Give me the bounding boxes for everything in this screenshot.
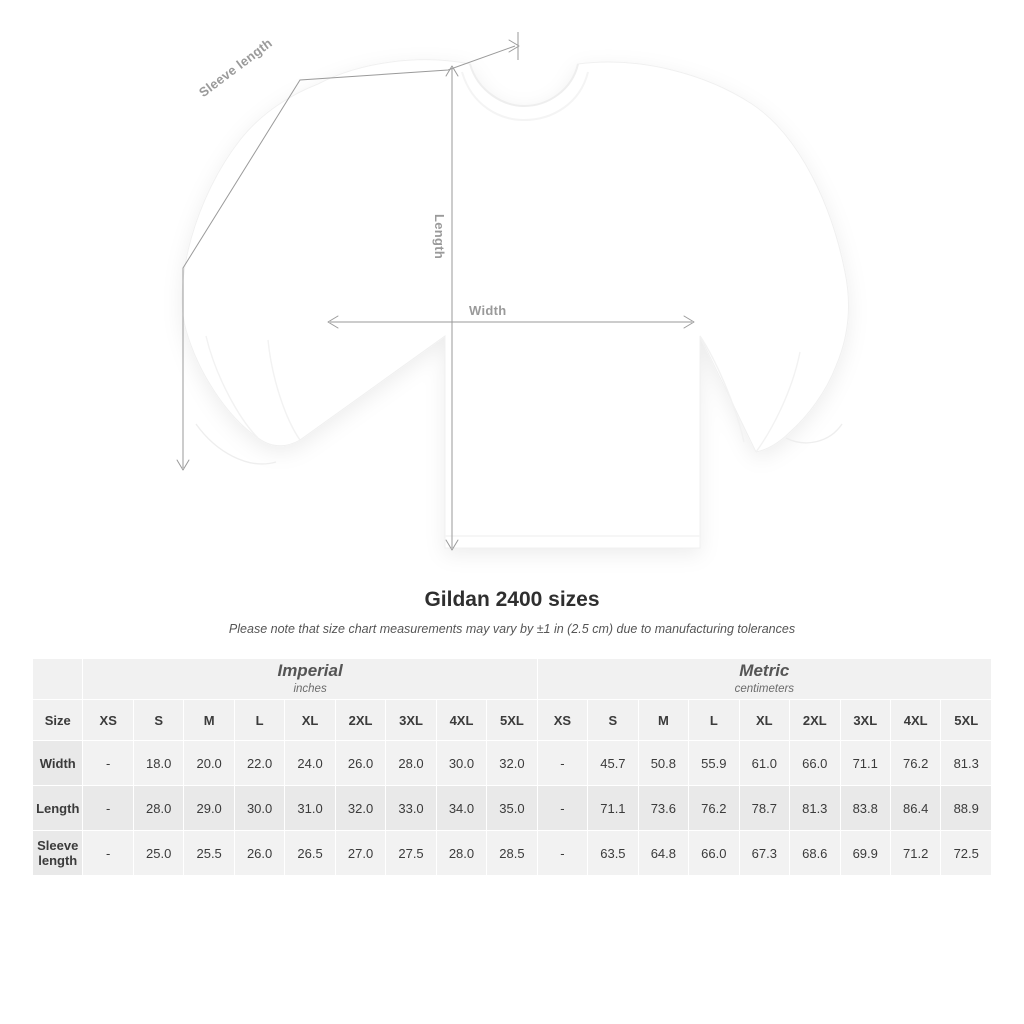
- col-head-imperial-xl: XL: [285, 700, 335, 741]
- cell-width-metric-3xl: 71.1: [840, 741, 890, 786]
- cell-sleeve-imperial-l: 26.0: [234, 831, 284, 876]
- cell-length-metric-xl: 78.7: [739, 786, 789, 831]
- col-head-metric-l: L: [689, 700, 739, 741]
- table-row: [33, 741, 992, 786]
- cell-sleeve-metric-m: 64.8: [638, 831, 688, 876]
- cell-sleeve-imperial-5xl: 28.5: [487, 831, 537, 876]
- col-head-imperial-xs: XS: [83, 700, 133, 741]
- unit-title-imperial: Imperial: [277, 660, 343, 680]
- col-head-metric-3xl: 3XL: [840, 700, 890, 741]
- col-head-metric-4xl: 4XL: [890, 700, 940, 741]
- cell-length-metric-3xl: 83.8: [840, 786, 890, 831]
- cell-width-imperial-3xl: 28.0: [386, 741, 436, 786]
- col-head-imperial-l: L: [234, 700, 284, 741]
- cell-sleeve-imperial-2xl: 27.0: [335, 831, 385, 876]
- cell-sleeve-metric-xs: -: [537, 831, 587, 876]
- cell-width-imperial-xl: 24.0: [285, 741, 335, 786]
- row-label-length: Length: [33, 786, 83, 831]
- size-chart-table: [32, 658, 992, 876]
- cell-length-imperial-4xl: 34.0: [436, 786, 486, 831]
- cell-width-metric-xl: 61.0: [739, 741, 789, 786]
- cell-sleeve-imperial-s: 25.0: [133, 831, 183, 876]
- page-title: Gildan 2400 sizes: [424, 588, 600, 611]
- cell-length-imperial-3xl: 33.0: [386, 786, 436, 831]
- cell-length-metric-s: 71.1: [588, 786, 638, 831]
- sleeve-length-dimension-label: Sleeve length: [196, 35, 276, 100]
- cell-sleeve-metric-xl: 67.3: [739, 831, 789, 876]
- unit-title-metric: Metric: [739, 660, 790, 680]
- cell-length-metric-2xl: 81.3: [790, 786, 840, 831]
- length-dimension-label: Length: [432, 214, 447, 260]
- col-head-metric-xs: XS: [537, 700, 587, 741]
- size-table-wrapper: [32, 658, 992, 876]
- cell-sleeve-metric-s: 63.5: [588, 831, 638, 876]
- col-head-imperial-5xl: 5XL: [487, 700, 537, 741]
- row-label-sleeve-length: Sleeve length: [33, 831, 83, 876]
- size-column-label: Size: [33, 700, 83, 741]
- cell-width-imperial-5xl: 32.0: [487, 741, 537, 786]
- cell-length-metric-4xl: 86.4: [890, 786, 940, 831]
- cell-length-metric-l: 76.2: [689, 786, 739, 831]
- width-dimension-label: Width: [469, 303, 507, 318]
- table-row: [33, 831, 992, 876]
- unit-sub-imperial: inches: [293, 683, 327, 695]
- cell-sleeve-imperial-xl: 26.5: [285, 831, 335, 876]
- row-label-width: Width: [33, 741, 83, 786]
- cell-sleeve-metric-4xl: 71.2: [890, 831, 940, 876]
- unit-header-row: [33, 659, 992, 700]
- cell-length-imperial-xl: 31.0: [285, 786, 335, 831]
- cell-width-metric-m: 50.8: [638, 741, 688, 786]
- cell-sleeve-imperial-4xl: 28.0: [436, 831, 486, 876]
- cell-sleeve-imperial-xs: -: [83, 831, 133, 876]
- cell-length-metric-m: 73.6: [638, 786, 688, 831]
- tolerance-note: Please note that size chart measurements may vary by ±1 in (2.5 cm) due to manufacturing tolerances: [228, 622, 796, 636]
- title-block: [0, 588, 1024, 636]
- column-header-row: [33, 700, 992, 741]
- col-head-imperial-s: S: [133, 700, 183, 741]
- cell-sleeve-metric-2xl: 68.6: [790, 831, 840, 876]
- unit-sub-metric: centimeters: [734, 683, 795, 695]
- cell-width-metric-l: 55.9: [689, 741, 739, 786]
- cell-width-imperial-xs: -: [83, 741, 133, 786]
- unit-header-spacer: [33, 659, 83, 700]
- col-head-imperial-3xl: 3XL: [386, 700, 436, 741]
- cell-length-imperial-m: 29.0: [184, 786, 234, 831]
- cell-length-imperial-l: 30.0: [234, 786, 284, 831]
- cell-width-imperial-s: 18.0: [133, 741, 183, 786]
- cell-sleeve-imperial-m: 25.5: [184, 831, 234, 876]
- cell-sleeve-imperial-3xl: 27.5: [386, 831, 436, 876]
- cell-width-metric-2xl: 66.0: [790, 741, 840, 786]
- col-head-metric-s: S: [588, 700, 638, 741]
- cell-width-metric-5xl: 81.3: [941, 741, 992, 786]
- table-row: [33, 786, 992, 831]
- col-head-metric-xl: XL: [739, 700, 789, 741]
- col-head-imperial-4xl: 4XL: [436, 700, 486, 741]
- cell-width-imperial-2xl: 26.0: [335, 741, 385, 786]
- cell-width-metric-s: 45.7: [588, 741, 638, 786]
- cell-width-metric-4xl: 76.2: [890, 741, 940, 786]
- cell-length-imperial-5xl: 35.0: [487, 786, 537, 831]
- cell-width-metric-xs: -: [537, 741, 587, 786]
- unit-header-imperial: [83, 659, 537, 700]
- cell-width-imperial-m: 20.0: [184, 741, 234, 786]
- col-head-metric-2xl: 2XL: [790, 700, 840, 741]
- cell-width-imperial-4xl: 30.0: [436, 741, 486, 786]
- cell-width-imperial-l: 22.0: [234, 741, 284, 786]
- cell-length-imperial-2xl: 32.0: [335, 786, 385, 831]
- unit-header-metric: [537, 659, 991, 700]
- cell-length-metric-5xl: 88.9: [941, 786, 992, 831]
- cell-length-metric-xs: -: [537, 786, 587, 831]
- cell-sleeve-metric-5xl: 72.5: [941, 831, 992, 876]
- col-head-metric-5xl: 5XL: [941, 700, 992, 741]
- cell-sleeve-metric-l: 66.0: [689, 831, 739, 876]
- col-head-imperial-2xl: 2XL: [335, 700, 385, 741]
- cell-sleeve-metric-3xl: 69.9: [840, 831, 890, 876]
- cell-length-imperial-s: 28.0: [133, 786, 183, 831]
- cell-length-imperial-xs: -: [83, 786, 133, 831]
- col-head-metric-m: M: [638, 700, 688, 741]
- col-head-imperial-m: M: [184, 700, 234, 741]
